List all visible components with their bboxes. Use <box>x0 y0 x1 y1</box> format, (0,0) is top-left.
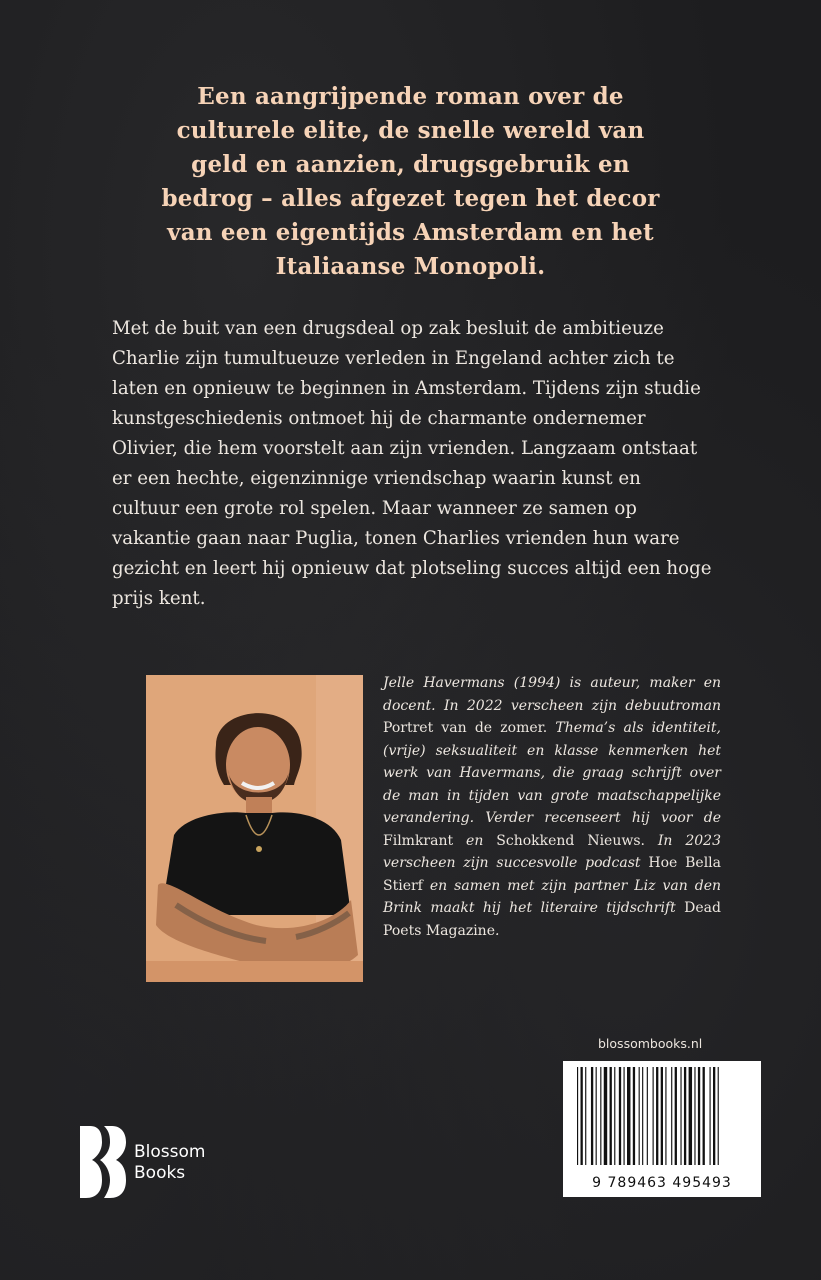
barcode-bar <box>653 1067 654 1165</box>
barcode-bars <box>563 1061 761 1171</box>
bio-text-4: In 2023 verscheen zijn succesvolle podcast <box>383 832 722 871</box>
barcode-bar <box>684 1067 686 1165</box>
publisher-name <box>134 1142 205 1184</box>
barcode-bar <box>647 1067 648 1165</box>
barcode-bar <box>639 1067 640 1165</box>
barcode-bar <box>596 1067 597 1165</box>
publisher-name-line2: Books <box>134 1163 186 1183</box>
barcode-bar <box>585 1067 586 1165</box>
barcode-bar <box>624 1067 625 1165</box>
barcode-bar <box>661 1067 663 1165</box>
barcode-bar <box>710 1067 711 1165</box>
barcode-bar <box>680 1067 681 1165</box>
barcode-bar <box>633 1067 635 1165</box>
barcode-bar <box>698 1067 700 1165</box>
barcode-bar <box>581 1067 583 1165</box>
publisher-name-line1: Blossom <box>134 1142 206 1162</box>
barcode-bar <box>656 1067 658 1165</box>
bio-text-5: en samen met zijn partner Liz van den Brink maakt hij het literaire tijdschrift <box>383 877 721 916</box>
barcode-bar <box>577 1067 578 1165</box>
blossom-books-logo-icon <box>76 1124 128 1200</box>
bio-text-6: . <box>494 922 500 939</box>
author-portrait-illustration <box>146 675 363 982</box>
barcode-bar <box>604 1067 607 1165</box>
barcode-bar <box>689 1067 692 1165</box>
isbn-barcode <box>563 1061 761 1197</box>
barcode-bar <box>718 1067 719 1165</box>
barcode-bar <box>694 1067 695 1165</box>
barcode-bar <box>713 1067 715 1165</box>
barcode-bar <box>675 1067 677 1165</box>
bio-text-2: Thema’s als identiteit, (vrije) seksualiteit en klasse kenmerken het werk van Havermans, die graag schrijft over de man in tijden van grote maatschappelijke verandering. Verder recenseert hij voor de <box>383 720 721 826</box>
author-bio <box>383 672 721 942</box>
bio-text-1: Jelle Havermans (1994) is auteur, maker en docent. In 2022 verscheen zijn debuutroman <box>383 675 721 714</box>
barcode-bar <box>671 1067 672 1165</box>
barcode-bar <box>610 1067 612 1165</box>
isbn-number: 9 789463 495493 <box>592 1175 732 1191</box>
bio-title-portret: Portret van de zomer. <box>383 720 548 736</box>
bio-title-schokkend-nieuws: Schokkend Nieuws. <box>496 832 645 849</box>
barcode-bar <box>600 1067 601 1165</box>
barcode-bar <box>619 1067 621 1165</box>
barcode-bar <box>591 1067 593 1165</box>
barcode-bar <box>642 1067 643 1165</box>
synopsis: Met de buit van een drugsdeal op zak besluit de ambitieuze Charlie zijn tumultueuze verleden in Engeland achter zich te laten en opnieuw te beginnen in Amsterdam. Tijdens zijn studie kunstgeschiedenis ontmoet hij de charmante ondernemer Olivier, die hem voorstelt aan zijn vrienden. Langzaam ontstaat er een hechte, eigenzinnige vriendschap waarin kunst en cultuur een grote rol spelen. Maar wanneer ze samen op vakantie gaan naar Puglia, tonen Charlies vrienden hun ware gezicht en leert hij opnieuw dat plotseling succes altijd een hoge prijs kent. <box>112 318 712 609</box>
publisher-website: blossombooks.nl <box>598 1036 703 1051</box>
barcode-bar <box>665 1067 666 1165</box>
barcode-bar <box>614 1067 615 1165</box>
bio-text-3: en <box>453 832 497 849</box>
barcode-bar <box>627 1067 630 1165</box>
bio-title-filmkrant: Filmkrant <box>383 832 454 849</box>
author-photo <box>146 675 363 982</box>
tagline: Een aangrijpende roman over de culturele elite, de snelle wereld van geld en aanzien, drugsgebruik en bedrog – alles afgezet tegen het decor van een eigentijds Amsterdam en het Italiaanse Monopoli. <box>161 83 660 280</box>
barcode-bar <box>703 1067 705 1165</box>
bio-title-hoe-bella-stierf: Hoe Bella Stierf <box>383 855 721 894</box>
bio-title-dead-poets: Dead Poets Magazine <box>383 900 721 939</box>
